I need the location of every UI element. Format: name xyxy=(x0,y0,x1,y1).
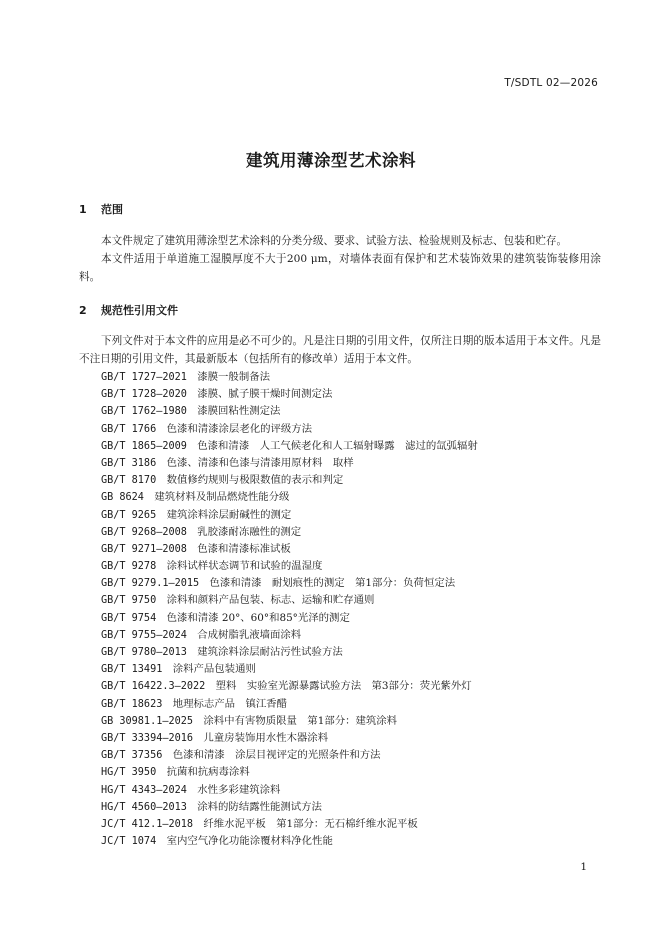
reference-item xyxy=(101,696,478,713)
reference-code: GB/T 33394—2016 xyxy=(101,732,194,744)
section-title: 规范性引用文件 xyxy=(101,304,178,317)
reference-title: 儿童房装饰用水性木器涂料 xyxy=(203,731,329,744)
reference-item xyxy=(101,678,478,695)
reference-item xyxy=(101,610,478,627)
reference-title: 色漆和清漆 人工气候老化和人工辐射曝露 滤过的氙弧辐射 xyxy=(197,439,478,452)
reference-code: GB/T 9279.1—2015 xyxy=(101,578,200,590)
reference-title: 水性多彩建筑涂料 xyxy=(197,783,281,796)
section-number: 2 xyxy=(79,304,87,317)
reference-item xyxy=(101,747,478,764)
reference-code: GB/T 1762—1980 xyxy=(101,406,187,418)
reference-item xyxy=(101,816,478,833)
reference-item xyxy=(101,472,478,489)
page-title: 建筑用薄涂型艺术涂料 xyxy=(246,151,416,170)
section-heading-references xyxy=(79,302,178,318)
reference-code: JC/T 1074 xyxy=(101,836,157,848)
page-number: 1 xyxy=(580,861,587,873)
reference-item xyxy=(101,455,478,472)
reference-item xyxy=(101,799,478,816)
reference-title: 色漆和清漆 20°、60°和85°光泽的测定 xyxy=(166,611,350,624)
reference-title: 色漆和清漆 耐划痕性的测定 第1部分：负荷恒定法 xyxy=(209,577,456,590)
reference-code: GB/T 9278 xyxy=(101,561,157,573)
reference-item xyxy=(101,541,478,558)
reference-code: GB/T 3186 xyxy=(101,457,157,469)
reference-title: 建筑材料及制品燃烧性能分级 xyxy=(154,491,290,504)
reference-title: 色漆和清漆涂层老化的评级方法 xyxy=(166,422,313,435)
reference-code: GB/T 1865—2009 xyxy=(101,440,187,452)
reference-title: 地理标志产品 镇江香醋 xyxy=(172,697,288,710)
reference-title: 塑料 实验室光源暴露试验方法 第3部分：荧光紫外灯 xyxy=(215,680,472,693)
reference-item xyxy=(101,575,478,592)
reference-item xyxy=(101,782,478,799)
reference-code: GB/T 16422.3—2022 xyxy=(101,681,206,693)
reference-title: 室内空气净化功能涂覆材料净化性能 xyxy=(166,835,333,848)
reference-code: HG/T 4560—2013 xyxy=(101,801,187,813)
reference-item xyxy=(101,730,478,747)
reference-item xyxy=(101,507,478,524)
reference-item xyxy=(101,764,478,781)
reference-title: 色漆和清漆标准试板 xyxy=(197,542,291,555)
reference-code: GB/T 37356 xyxy=(101,750,163,762)
reference-code: GB/T 9750 xyxy=(101,595,157,607)
reference-list xyxy=(101,369,478,850)
reference-title: 建筑涂料涂层耐沾污性试验方法 xyxy=(197,646,343,658)
document-id: T/SDTL 02—2026 xyxy=(504,77,598,89)
reference-item xyxy=(101,524,478,541)
reference-item xyxy=(101,627,478,644)
reference-code: HG/T 3950 xyxy=(101,767,157,779)
reference-code: JC/T 412.1—2018 xyxy=(101,818,194,830)
reference-item xyxy=(101,713,478,730)
reference-title: 涂料产品包装通则 xyxy=(172,663,256,676)
reference-title: 漆膜、腻子膜干燥时间测定法 xyxy=(197,388,333,401)
reference-title: 合成树脂乳液墙面涂料 xyxy=(197,628,302,641)
reference-title: 涂料试样状态调节和试验的温湿度 xyxy=(166,560,323,573)
reference-code: GB/T 13491 xyxy=(101,664,163,676)
reference-item xyxy=(101,369,478,386)
reference-code: GB/T 8170 xyxy=(101,475,157,487)
reference-item xyxy=(101,833,478,850)
reference-title: 色漆和清漆 涂层目视评定的光照条件和方法 xyxy=(172,749,381,762)
reference-title: 乳胶漆耐冻融性的测定 xyxy=(197,525,302,538)
reference-title: 色漆、清漆和色漆与清漆用原材料 取样 xyxy=(166,456,354,469)
reference-title: 涂料的防结露性能测试方法 xyxy=(197,800,322,813)
reference-title: 抗菌和抗病毒涂料 xyxy=(166,766,250,779)
reference-item xyxy=(101,661,478,678)
reference-item xyxy=(101,438,478,455)
reference-code: GB/T 9271—2008 xyxy=(101,543,187,555)
reference-code: GB 8624 xyxy=(101,492,144,504)
reference-item xyxy=(101,644,478,661)
reference-title: 数值修约规则与极限数值的表示和判定 xyxy=(166,474,344,487)
reference-code: GB/T 9780—2013 xyxy=(101,647,187,658)
reference-item xyxy=(101,558,478,575)
reference-code: GB/T 9755—2024 xyxy=(101,629,187,641)
reference-title: 涂料和颜料产品包装、标志、运输和贮存通则 xyxy=(166,594,375,607)
reference-item xyxy=(101,592,478,609)
reference-title: 建筑涂料涂层耐碱性的测定 xyxy=(166,508,292,521)
scope-paragraph-2: 本文件适用于单道施工湿膜厚度不大于200 μm，对墙体表面有保护和艺术装饰效果的建筑装饰装修用涂料。 xyxy=(79,253,601,283)
reference-item xyxy=(101,421,478,438)
reference-title: 漆膜一般制备法 xyxy=(197,371,270,383)
references-intro: 下列文件对于本文件的应用是必不可少的。凡是注日期的引用文件，仅所注日期的版本适用于本文件。凡是不注日期的引用文件，其最新版本（包括所有的修改单）适用于本文件。 xyxy=(79,335,601,365)
reference-code: GB 30981.1—2025 xyxy=(101,715,194,727)
reference-code: GB/T 1728—2020 xyxy=(101,389,187,401)
scope-paragraph-1: 本文件规定了建筑用薄涂型艺术涂料的分类分级、要求、试验方法、检验规则及标志、包装和贮存。 xyxy=(101,235,568,247)
reference-code: GB/T 1766 xyxy=(101,423,157,435)
section-title: 范围 xyxy=(101,203,123,216)
reference-item xyxy=(101,386,478,403)
reference-item xyxy=(101,489,478,506)
reference-item xyxy=(101,403,478,420)
reference-code: GB/T 18623 xyxy=(101,698,163,710)
reference-code: GB/T 1727—2021 xyxy=(101,372,187,383)
reference-code: GB/T 9265 xyxy=(101,509,157,521)
reference-title: 漆膜回粘性测定法 xyxy=(197,405,281,418)
reference-code: HG/T 4343—2024 xyxy=(101,784,187,796)
section-heading-scope xyxy=(79,201,123,217)
section-number: 1 xyxy=(79,203,87,216)
reference-title: 涂料中有害物质限量 第1部分：建筑涂料 xyxy=(203,714,398,727)
reference-code: GB/T 9754 xyxy=(101,612,157,624)
reference-title: 纤维水泥平板 第1部分：无石棉纤维水泥平板 xyxy=(203,817,418,830)
reference-code: GB/T 9268—2008 xyxy=(101,526,187,538)
